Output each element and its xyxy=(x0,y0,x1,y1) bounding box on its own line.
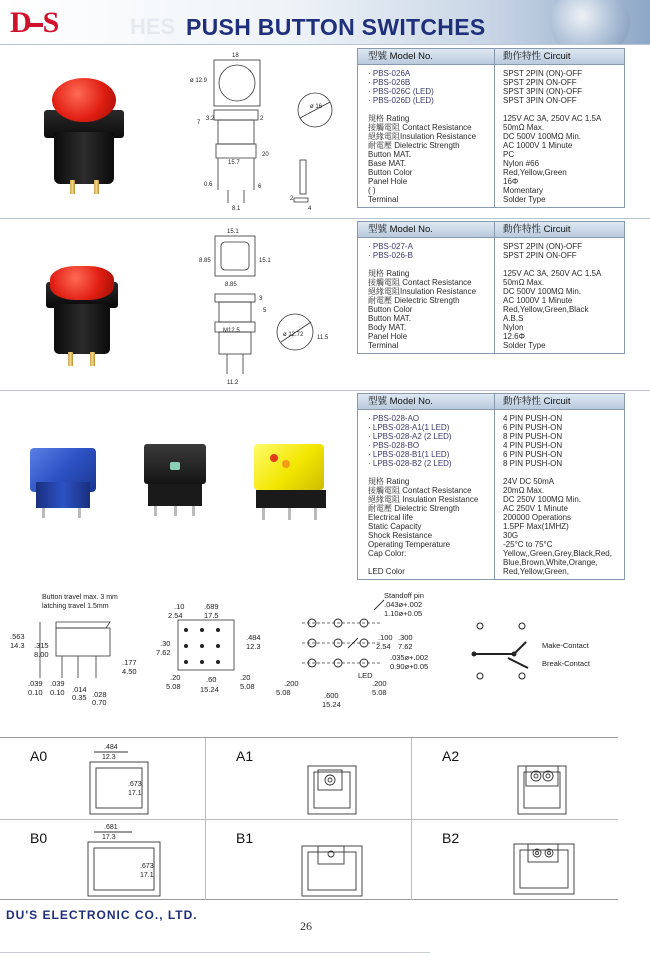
svg-text:.600: .600 xyxy=(324,691,339,700)
cap-cell-b2: B2 xyxy=(412,819,618,900)
spec-label: ( ) xyxy=(368,186,376,195)
spec-label: Shock Resistance xyxy=(368,531,433,540)
svg-text:.039: .039 xyxy=(28,679,43,688)
svg-text:.014: .014 xyxy=(72,685,87,694)
spec-label: Electrical life xyxy=(368,513,413,522)
svg-text:7.62: 7.62 xyxy=(398,642,413,651)
spec-label: Button MAT. xyxy=(368,314,411,323)
contact-diagram xyxy=(466,616,616,686)
spec-label: Terminal xyxy=(368,195,399,204)
divider xyxy=(0,44,650,45)
svg-text:0.6: 0.6 xyxy=(204,182,213,188)
svg-text:.60: .60 xyxy=(206,675,217,684)
svg-text:0.70: 0.70 xyxy=(92,698,107,707)
svg-text:15.24: 15.24 xyxy=(200,685,219,694)
svg-text:8.1: 8.1 xyxy=(232,206,241,212)
svg-text:.20: .20 xyxy=(240,673,251,682)
svg-text:.200: .200 xyxy=(372,679,387,688)
svg-text:0.35: 0.35 xyxy=(72,693,87,702)
svg-text:ø 16: ø 16 xyxy=(310,104,323,110)
spec-label: Button Color xyxy=(368,168,413,177)
divider xyxy=(0,218,650,219)
product-photo-blue-cap xyxy=(28,438,100,518)
svg-text:.177: .177 xyxy=(122,658,137,667)
svg-text:8.85: 8.85 xyxy=(199,258,211,264)
spec-label: Static Capacity xyxy=(368,522,422,531)
spec-value: 125V AC 3A, 250V AC 1.5A xyxy=(503,114,602,123)
spec-value: AC 1000V 1 Minute xyxy=(503,296,573,305)
svg-text:.200: .200 xyxy=(284,679,299,688)
svg-text:0.90ø+0.05: 0.90ø+0.05 xyxy=(390,662,429,671)
model-number: · PBS-026A xyxy=(368,69,411,78)
cap-style-grid xyxy=(0,737,618,900)
header-circuit: 動作特性 Circuit xyxy=(503,396,571,407)
spec-label: Panel Hole xyxy=(368,177,408,186)
svg-text:.035ø+.002: .035ø+.002 xyxy=(390,653,429,662)
svg-text:Button travel max. 3 mm: Button travel max. 3 mm xyxy=(42,594,118,601)
spec-label: 絕緣電阻Insulation Resistance xyxy=(368,132,477,141)
circuit-type: 6 PIN PUSH-ON xyxy=(503,450,563,459)
svg-text:LED: LED xyxy=(358,671,373,680)
svg-text:.673: .673 xyxy=(140,863,154,870)
spec-table-pbs-028 xyxy=(357,393,625,580)
svg-text:0.10: 0.10 xyxy=(28,688,43,697)
spec-label: 耐電壓 Dielectric Strength xyxy=(368,504,460,513)
circuit-type: 6 PIN PUSH-ON xyxy=(503,423,563,432)
model-number: · PBS-026C (LED) xyxy=(368,87,434,96)
product-photo-pbs-026 xyxy=(30,70,140,200)
spec-table-pbs-027 xyxy=(357,221,625,354)
spec-value: 12.6Φ xyxy=(503,332,525,341)
svg-text:.028: .028 xyxy=(92,690,107,699)
spec-value: Red,Yellow,Green,Black xyxy=(503,305,589,314)
spec-value: A.B.S xyxy=(503,314,524,323)
model-number: · LPBS-028-B2 (2 LED) xyxy=(368,459,452,468)
spec-label: 規格 Rating xyxy=(368,477,410,486)
svg-text:5.08: 5.08 xyxy=(372,688,387,697)
spec-value: PC xyxy=(503,150,515,159)
svg-text:2: 2 xyxy=(290,196,294,202)
header-model: 型號 Model No. xyxy=(358,49,495,64)
spec-value: 16Φ xyxy=(503,177,519,186)
spec-value: Blue,Brown,White,Orange, xyxy=(503,558,598,567)
svg-text:5.08: 5.08 xyxy=(166,682,181,691)
model-number: · LPBS-028-B1(1 LED) xyxy=(368,450,450,459)
svg-text:4.50: 4.50 xyxy=(122,667,137,676)
cap-cell-a1: A1 xyxy=(206,738,412,819)
header-decoration xyxy=(550,0,630,44)
svg-text:12.3: 12.3 xyxy=(102,754,116,761)
spec-label xyxy=(368,558,494,567)
header-circuit: 動作特性 Circuit xyxy=(503,224,571,235)
spec-table-pbs-026 xyxy=(357,48,625,208)
svg-text:15.7: 15.7 xyxy=(228,160,240,166)
spec-value: -25°C to 75°C xyxy=(503,540,553,549)
dimension-drawing-pbs-027 xyxy=(185,224,355,390)
page-header xyxy=(0,0,650,44)
header-circuit: 動作特性 Circuit xyxy=(503,51,571,62)
svg-text:2.54: 2.54 xyxy=(376,642,391,651)
spec-label: Button Color xyxy=(368,305,413,314)
spec-value: DC 250V 100MΩ Min. xyxy=(503,495,582,504)
svg-text:15.24: 15.24 xyxy=(322,700,341,709)
pcb-layout-drawing xyxy=(272,588,462,710)
svg-text:7.62: 7.62 xyxy=(156,648,171,657)
model-number: · LPBS-028-A1(1 LED) xyxy=(368,423,450,432)
model-number: · PBS-028-BO xyxy=(368,441,420,450)
model-number: · PBS-028-AO xyxy=(368,414,420,423)
spec-label: Button MAT. xyxy=(368,150,411,159)
circuit-type: SPST 2PIN ON-OFF xyxy=(503,78,577,87)
top-view-drawing xyxy=(150,600,270,700)
spec-label: 接觸電阻 Contact Resistance xyxy=(368,123,472,132)
spec-value: Momentary xyxy=(503,186,544,195)
svg-text:ø 12.72: ø 12.72 xyxy=(283,332,304,338)
spec-label: 耐電壓 Dielectric Strength xyxy=(368,296,460,305)
product-photo-pbs-027 xyxy=(40,262,130,372)
header-watermark: HES xyxy=(130,14,176,39)
spec-value: Solder Type xyxy=(503,195,546,204)
svg-text:11.2: 11.2 xyxy=(227,380,239,386)
svg-text:7: 7 xyxy=(197,120,201,126)
header-model: 型號 Model No. xyxy=(358,394,495,409)
spec-value: DC 500V 100MΩ Min. xyxy=(503,132,582,141)
circuit-type: 8 PIN PUSH-ON xyxy=(503,459,563,468)
svg-text:M12.5: M12.5 xyxy=(223,328,240,334)
side-view-drawing xyxy=(6,590,156,715)
spec-value: 50mΩ Max. xyxy=(503,278,545,287)
company-name: DU'S ELECTRONIC CO., LTD. xyxy=(6,908,198,922)
svg-text:3.2: 3.2 xyxy=(206,116,215,122)
svg-text:.673: .673 xyxy=(128,781,142,788)
svg-text:.315: .315 xyxy=(34,641,49,650)
spec-value: 50mΩ Max. xyxy=(503,123,545,132)
svg-text:.484: .484 xyxy=(104,744,118,751)
svg-text:.20: .20 xyxy=(170,673,181,682)
spec-label: LED Color xyxy=(368,567,405,576)
cap-cell-b0: B0 .681 17.3 .673 17.1 xyxy=(0,819,206,900)
spec-label: Panel Hole xyxy=(368,332,408,341)
cap-cell-a2: A2 xyxy=(412,738,618,819)
spec-value: Red,Yellow,Green, xyxy=(503,567,569,576)
spec-value: 200000 Operations xyxy=(503,513,572,522)
svg-text:17.1: 17.1 xyxy=(128,790,142,797)
header-model: 型號 Model No. xyxy=(358,222,495,237)
svg-text:0.10: 0.10 xyxy=(50,688,65,697)
circuit-type: SPST 2PIN (ON)-OFF xyxy=(503,69,582,78)
circuit-type: 4 PIN PUSH-ON xyxy=(503,441,563,450)
break-contact-label: Break-Contact xyxy=(542,659,590,668)
svg-text:5.08: 5.08 xyxy=(240,682,255,691)
circuit-type: SPST 2PIN (ON)-OFF xyxy=(503,242,582,251)
circuit-type: 4 PIN PUSH-ON xyxy=(503,414,563,423)
spec-label: Cap Color: xyxy=(368,549,407,558)
spec-label: Terminal xyxy=(368,341,399,350)
svg-text:5.08: 5.08 xyxy=(276,688,291,697)
cap-cell-a0: A0 .484 12.3 .673 17.1 xyxy=(0,738,206,819)
spec-value: 1.5PF Max(1MHZ) xyxy=(503,522,569,531)
model-number: · PBS-027-A xyxy=(368,242,413,251)
spec-label: Body MAT. xyxy=(368,323,407,332)
spec-label: 接觸電阻 Contact Resistance xyxy=(368,486,472,495)
svg-text:8.00: 8.00 xyxy=(34,650,49,659)
logo-icon: D S xyxy=(10,6,57,39)
spec-value: AC 1000V 1 Minute xyxy=(503,141,573,150)
svg-text:.689: .689 xyxy=(204,602,219,611)
spec-value: AC 250V 1 Minute xyxy=(503,504,568,513)
svg-text:2: 2 xyxy=(260,116,264,122)
dimension-drawing-pbs-026 xyxy=(170,48,355,213)
spec-label: Operating Temperature xyxy=(368,540,451,549)
svg-text:17.3: 17.3 xyxy=(102,834,116,841)
svg-text:6: 6 xyxy=(258,184,262,190)
cap-cell-b1: B1 xyxy=(206,819,412,900)
svg-text:.039: .039 xyxy=(50,679,65,688)
svg-text:.10: .10 xyxy=(174,602,185,611)
spec-value: Solder Type xyxy=(503,341,546,350)
svg-text:.30: .30 xyxy=(160,639,171,648)
spec-value: Red,Yellow,Green xyxy=(503,168,567,177)
spec-label: 規格 Rating xyxy=(368,114,410,123)
model-number: · PBS-026D (LED) xyxy=(368,96,434,105)
svg-text:1.10ø+0.05: 1.10ø+0.05 xyxy=(384,609,423,618)
circuit-type: SPST 3PIN (ON)-OFF xyxy=(503,87,582,96)
spec-value: Yellow,,Green,Grey,Black,Red, xyxy=(503,549,612,558)
spec-value: Nylon #66 xyxy=(503,159,540,168)
spec-label: Base MAT. xyxy=(368,159,407,168)
spec-label: 絕緣電阻Insulation Resistance xyxy=(368,287,477,296)
svg-text:.484: .484 xyxy=(246,633,261,642)
svg-text:Standoff pin: Standoff pin xyxy=(384,591,424,600)
svg-text:ø 12.9: ø 12.9 xyxy=(190,78,208,84)
spec-value: Nylon xyxy=(503,323,524,332)
divider xyxy=(0,390,650,391)
spec-value: 125V AC 3A, 250V AC 1.5A xyxy=(503,269,602,278)
svg-text:.100: .100 xyxy=(378,633,393,642)
footer-divider xyxy=(0,952,430,953)
svg-text:latching travel 1.5mm: latching travel 1.5mm xyxy=(42,603,109,610)
spec-label: 耐電壓 Dielectric Strength xyxy=(368,141,460,150)
spec-value: DC 500V 100MΩ Min. xyxy=(503,287,582,296)
spec-value: 20mΩ Max. xyxy=(503,486,545,495)
svg-text:18: 18 xyxy=(232,53,239,59)
spec-value: 30G xyxy=(503,531,519,540)
product-photo-yellow-cap xyxy=(252,440,330,522)
page-number: 26 xyxy=(300,919,312,933)
spec-label: 絕緣電阻 Insulation Resistance xyxy=(368,495,479,504)
svg-text:8.85: 8.85 xyxy=(225,282,237,288)
svg-text:3: 3 xyxy=(259,296,263,302)
spec-label: 規格 Rating xyxy=(368,269,410,278)
product-photo-black-led xyxy=(140,440,212,518)
svg-text:14.3: 14.3 xyxy=(10,641,25,650)
svg-text:15.1: 15.1 xyxy=(227,229,239,235)
model-number: · LPBS-028-A2 (2 LED) xyxy=(368,432,452,441)
spec-label: 接觸電阻 Contact Resistance xyxy=(368,278,472,287)
svg-text:11.5: 11.5 xyxy=(317,335,329,341)
svg-text:.563: .563 xyxy=(10,632,25,641)
svg-text:.681: .681 xyxy=(104,824,118,831)
svg-text:20: 20 xyxy=(262,152,269,158)
svg-text:4: 4 xyxy=(308,206,312,212)
model-number: · PBS-026-B xyxy=(368,251,413,260)
spec-value: 24V DC 50mA xyxy=(503,477,555,486)
circuit-type: 8 PIN PUSH-ON xyxy=(503,432,563,441)
svg-text:17.5: 17.5 xyxy=(204,611,219,620)
svg-text:15.1: 15.1 xyxy=(259,258,271,264)
svg-text:12.3: 12.3 xyxy=(246,642,261,651)
svg-text:.300: .300 xyxy=(398,633,413,642)
svg-text:2.54: 2.54 xyxy=(168,611,183,620)
make-contact-label: Make-Contact xyxy=(542,641,589,650)
model-number: · PBS-026B xyxy=(368,78,411,87)
circuit-type: SPST 2PIN ON-OFF xyxy=(503,251,577,260)
svg-text:17.1: 17.1 xyxy=(140,872,154,879)
page-title: PUSH BUTTON SWITCHES xyxy=(186,14,486,40)
circuit-type: SPST 3PIN ON-OFF xyxy=(503,96,577,105)
svg-text:5: 5 xyxy=(263,308,267,314)
svg-text:.043ø+.002: .043ø+.002 xyxy=(384,600,423,609)
